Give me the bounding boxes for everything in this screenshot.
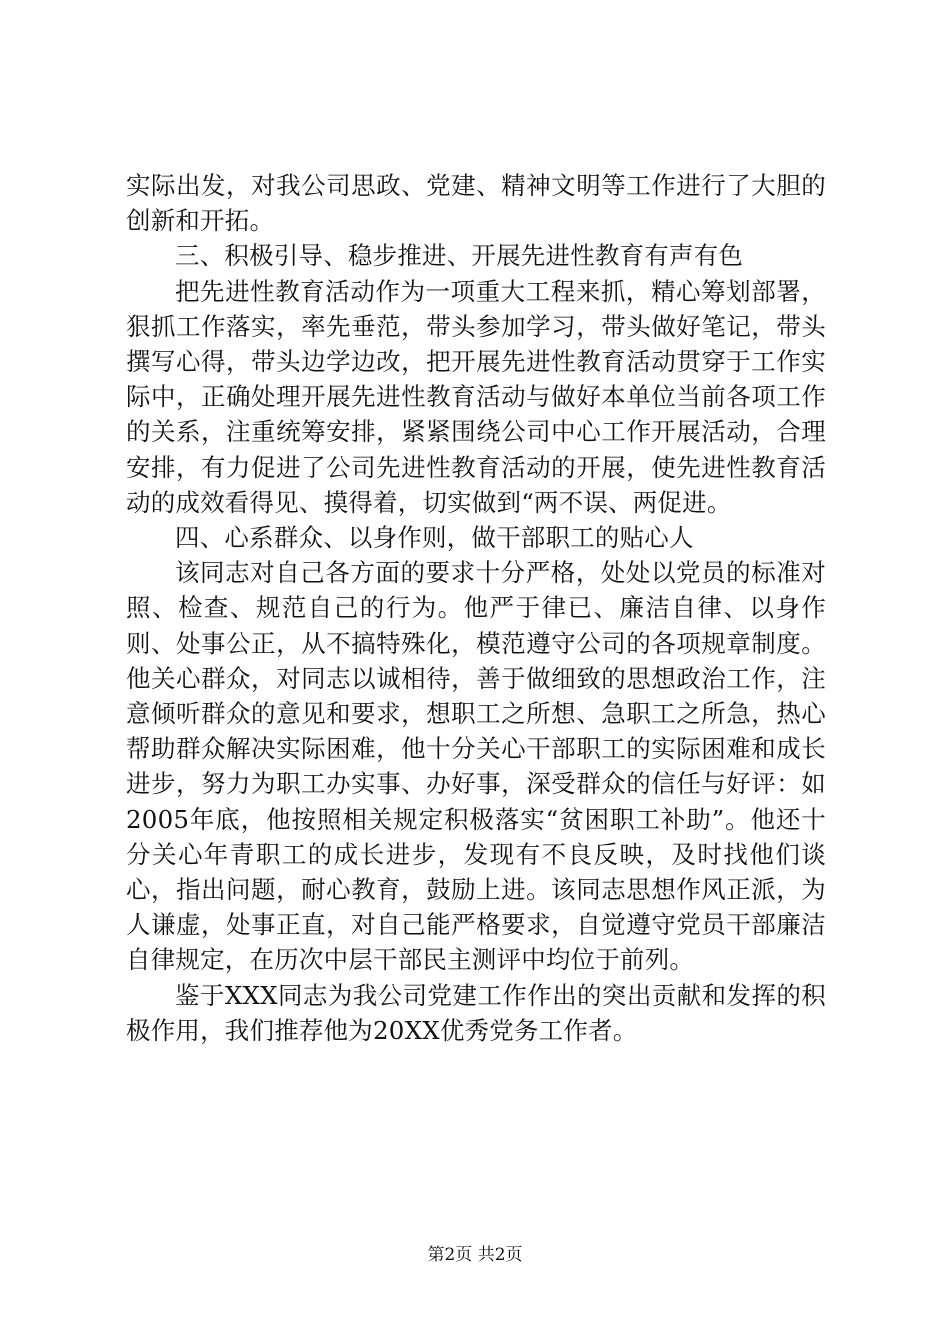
paragraph-personal-conduct: 该同志对自己各方面的要求十分严格，处处以党员的标准对照、检查、规范自己的行为。他严于律已、廉洁自律、以身作则、处事公正，从不搞特殊化，模范遵守公司的各项规章制度。他关心群众，对同志以诚相待，善于做细致的思想政治工作，注意倾听群众的意见和要求，想职工之所想、急职工之所急，热心帮助群众解决实际困难，他十分关心干部职工的实际困难和成长进步，努力为职工办实事、办好事，深受群众的信任与好评：如2005年底，他按照相关规定积极落实“贫困职工补助”。他还十分关心年青职工的成长进步，发现有不良反映，及时找他们谈心，指出问题，耐心教育，鼓励上进。该同志思想作风正派，为人谦虚，处事正直，对自己能严格要求，自觉遵守党员干部廉洁自律规定，在历次中层干部民主测评中均位于前列。 (126, 558, 826, 975)
paragraph-continuation: 实际出发，对我公司思政、党建、精神文明等工作进行了大胆的创新和开拓。 (126, 171, 826, 236)
paragraph-recommendation: 鉴于XXX同志为我公司党建工作作出的突出贡献和发挥的积极作用，我们推荐他为20XX优秀党务工作者。 (126, 980, 826, 1045)
section-heading-4: 四、心系群众、以身作则，做干部职工的贴心人 (175, 523, 694, 553)
page-total: 共2页 (477, 1245, 523, 1265)
page-number: 第2页 (427, 1245, 473, 1265)
section-heading-3: 三、积极引导、稳步推进、开展先进性教育有声有色 (175, 241, 744, 271)
paragraph-advanced-education: 把先进性教育活动作为一项重大工程来抓，精心筹划部署，狠抓工作落实，率先垂范，带头参加学习，带头做好笔记，带头撰写心得，带头边学边改，把开展先进性教育活动贯穿于工作实际中，正确处理开展先进性教育活动与做好本单位当前各项工作的关系，注重统筹安排，紧紧围绕公司中心工作开展活动，合理安排，有力促进了公司先进性教育活动的开展，使先进性教育活动的成效看得见、摸得着，切实做到“两不误、两促进。 (126, 276, 826, 517)
page-footer (0, 1244, 950, 1266)
document-body (126, 168, 826, 1048)
